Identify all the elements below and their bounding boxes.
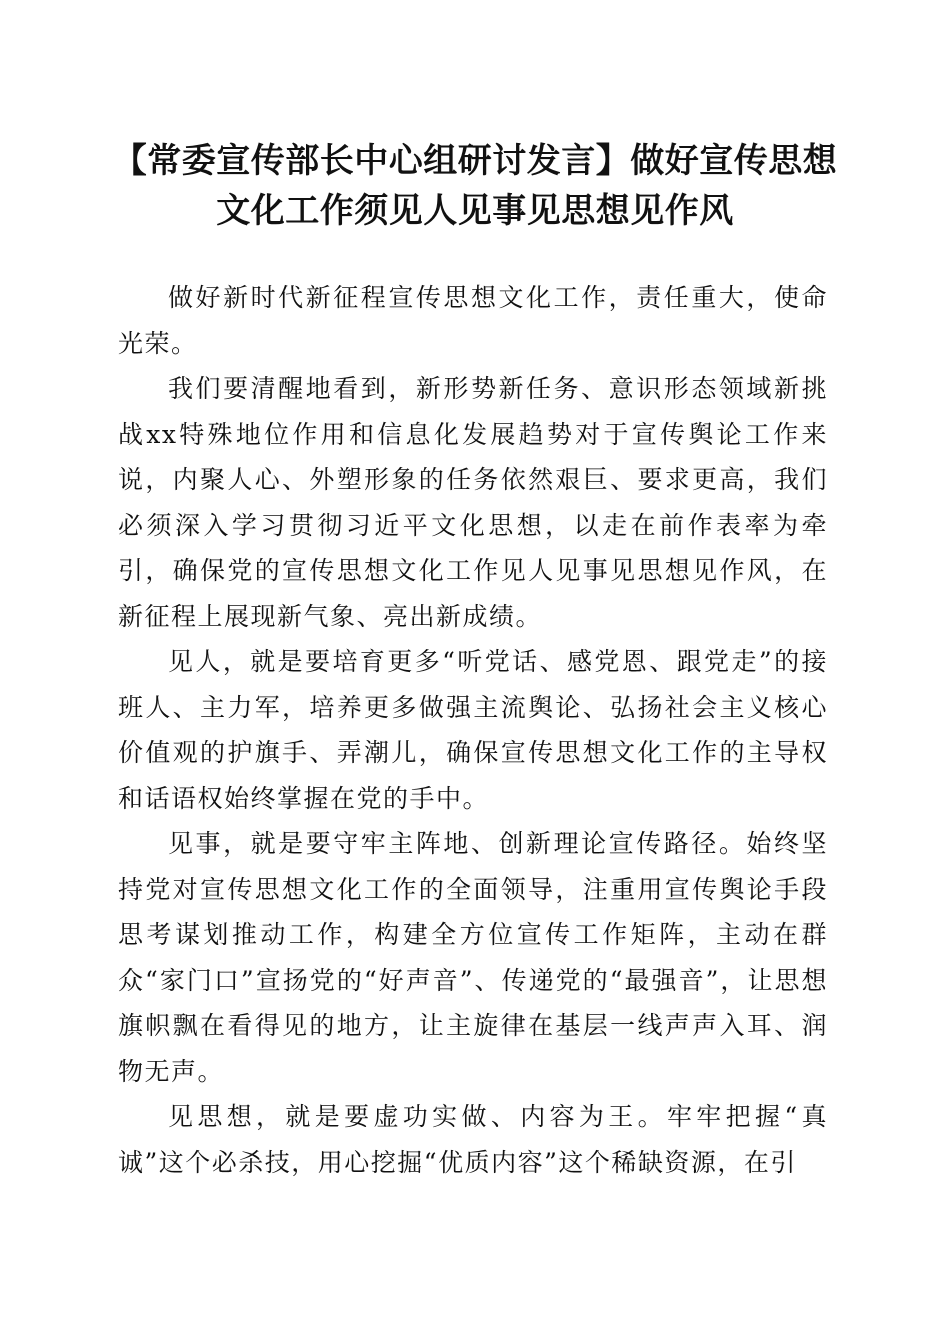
- document-title: 【常委宣传部长中心组研讨发言】做好宣传思想文化工作须见人见事见思想见作风: [112, 141, 838, 231]
- paragraph: 见事，就是要守牢主阵地、创新理论宣传路径。始终坚持党对宣传思想文化工作的全面领导，注重用宣传舆论手段思考谋划推动工作，构建全方位宣传工作矩阵，主动在群众“家门口”宣扬党的“好声音”、传递党的“最强音”，让思想旗帜飘在看得见的地方，让主旋律在基层一线声声入耳、润物无声。: [118, 829, 828, 1086]
- paragraph: 我们要清醒地看到，新形势新任务、意识形态领域新挑战xx特殊地位作用和信息化发展趋势对于宣传舆论工作来说，内聚人心、外塑形象的任务依然艰巨、要求更高，我们必须深入学习贯彻习近平文化思想，以走在前作表率为牵引，确保党的宣传思想文化工作见人见事见思想见作风，在新征程上展现新气象、亮出新成绩。: [118, 374, 828, 631]
- document-body: [118, 275, 828, 1185]
- paragraph: 见思想，就是要虚功实做、内容为王。牢牢把握“真诚”这个必杀技，用心挖掘“优质内容”这个稀缺资源，在引: [118, 1102, 828, 1177]
- paragraph: 见人，就是要培育更多“听党话、感党恩、跟党走”的接班人、主力军，培养更多做强主流舆论、弘扬社会主义核心价值观的护旗手、弄潮儿，确保宣传思想文化工作的主导权和话语权始终掌握在党的手中。: [118, 647, 828, 813]
- paragraph: 做好新时代新征程宣传思想文化工作，责任重大，使命光荣。: [118, 283, 828, 358]
